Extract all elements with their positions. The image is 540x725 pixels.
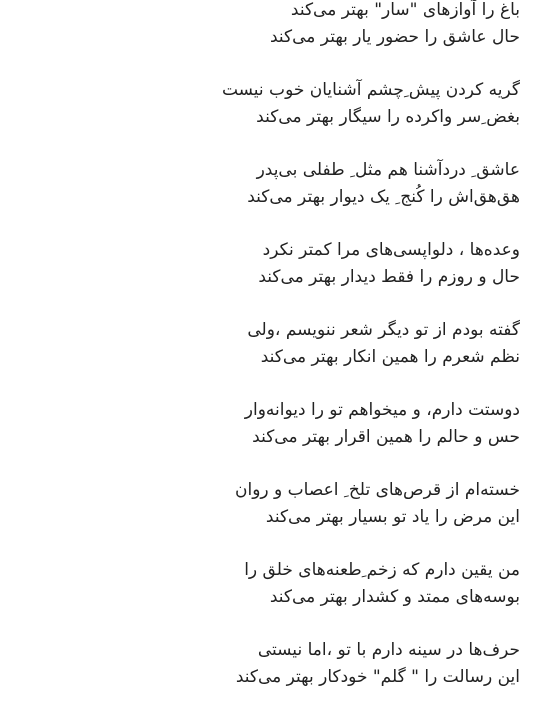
verse-line: حال عاشق را حضور یار بهتر می‌کند <box>269 27 520 47</box>
stanza-6 <box>20 397 520 451</box>
verse-line: من یقین دارم که زخم ِطعنه‌های خلق را <box>244 560 520 580</box>
verse-line: عاشق ِ دردآشنا هم مثل ِ طفلی بی‌پدر <box>256 160 520 180</box>
stanza-2 <box>20 77 520 131</box>
verse-line: بوسه‌های ممتد و کشدار بهتر می‌کند <box>269 587 520 607</box>
verse-line: باغ را آوازهای "سار" بهتر می‌کند <box>290 0 520 20</box>
verse-line: گفته بودم از تو دیگر شعر ننویسم ،ولی <box>247 320 520 340</box>
stanza-3 <box>20 157 520 211</box>
verse-line: این رسالت را " گلم" خودکار بهتر می‌کند <box>235 667 520 687</box>
poem-text <box>20 0 520 717</box>
stanza-8 <box>20 557 520 611</box>
stanza-9 <box>20 637 520 691</box>
verse-line: وعده‌ها ، دلواپسی‌های مرا کمتر نکرد <box>262 240 520 260</box>
verse-line: بغض ِسر واکرده را سیگار بهتر می‌کند <box>256 107 520 127</box>
verse-line: گریه کردن پیش ِچشم آشنایان خوب نیست <box>221 80 520 100</box>
verse-line: حرف‌ها در سینه دارم با تو ،اما نیستی <box>257 640 520 660</box>
verse-line: حال و روزم را فقط دیدار بهتر می‌کند <box>258 267 520 287</box>
verse-line: این مرض را یاد تو بسیار بهتر می‌کند <box>265 507 520 527</box>
stanza-4 <box>20 237 520 291</box>
verse-line: دوستت دارم، و میخواهم تو را دیوانه‌وار <box>244 400 520 420</box>
stanza-5 <box>20 317 520 371</box>
verse-line: نظم شعرم را همین انکار بهتر می‌کند <box>260 347 520 367</box>
stanza-7 <box>20 477 520 531</box>
verse-line: حس و حالم را همین اقرار بهتر می‌کند <box>252 427 520 447</box>
verse-line: هق‌هق‌اش را کُنج ِ یک دیوار بهتر می‌کند <box>247 187 520 207</box>
stanza-1 <box>20 0 520 51</box>
verse-line: خسته‌ام از قرص‌های تلخ ِ اعصاب و روان <box>235 480 520 500</box>
